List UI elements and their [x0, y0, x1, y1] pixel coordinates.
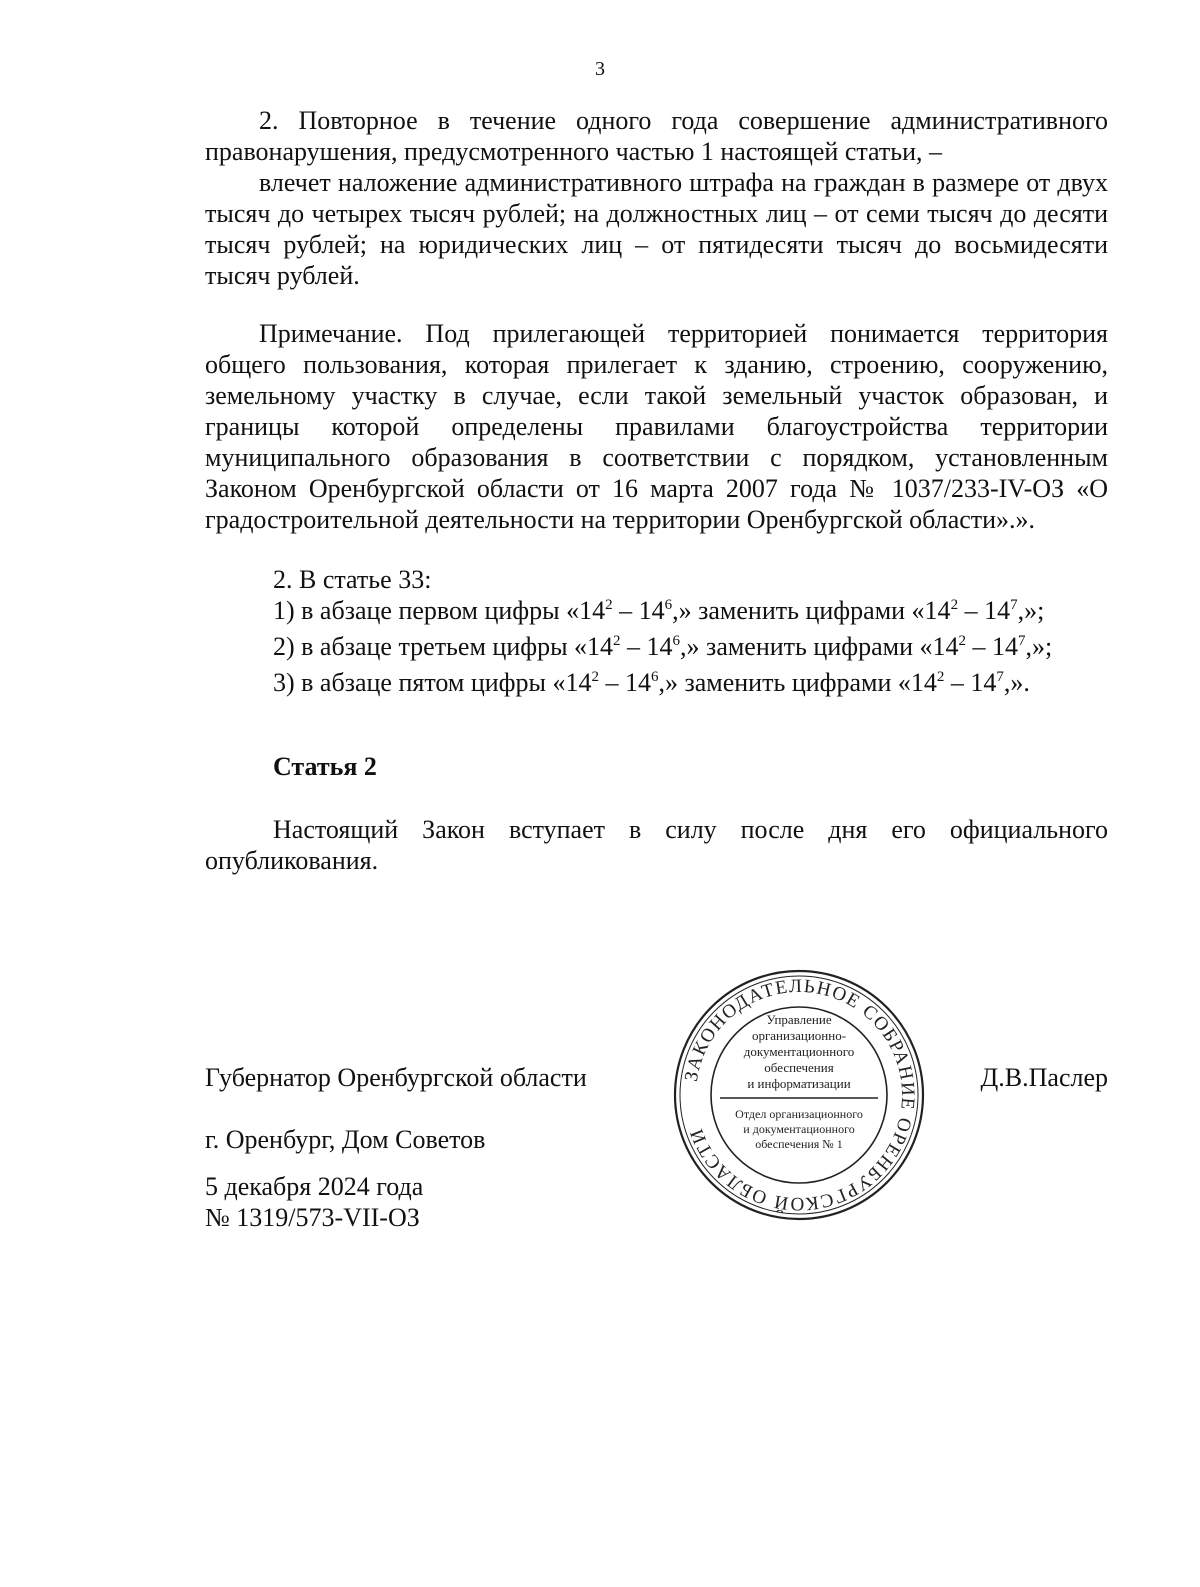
article-2-heading-block — [205, 751, 1108, 782]
svg-text:документационного: документационного — [743, 1044, 855, 1059]
svg-text:Отдел организационного: Отдел организационного — [735, 1107, 863, 1121]
note — [205, 318, 1108, 535]
article-33-amendments — [205, 564, 1108, 703]
amendment-item: 1) в абзаце первом цифры «$14^2 - 14^6$,» заменить цифрами «$14^2 - 14^7$,»; — [273, 596, 1045, 625]
svg-text:и информатизации: и информатизации — [747, 1076, 851, 1091]
svg-text:организационно-: организационно- — [751, 1028, 847, 1043]
note-text: Примечание. Под прилегающей территорией понимается территория общего пользования, которая прилегает к зданию, строению, сооружению, земельному участку в случае, если такой земельный участок образован, и границы которой определены правилами благоустройства территории муниципального образования в соответствии с порядком, установленным Законом Оренбургской области от 16 марта 2007 года № 1037/233-IV-ОЗ «О градостроительной деятельности на территории Оренбургской области».». — [205, 319, 1108, 534]
law-number: № 1319/573-VII-ОЗ — [205, 1203, 420, 1232]
paragraph-2-penalty: влечет наложение административного штрафа на граждан в размере от двух тысяч до четырех тысяч рублей; на должностных лиц – от семи тысяч до десяти тысяч рублей; на юридических лиц – от пятидесяти тысяч до восьмидесяти тысяч рублей. — [205, 168, 1108, 290]
seal-ring-text: ЗАКОНОДАТЕЛЬНОЕ СОБРАНИЕ ОРЕНБУРГСКОЙ ОБЛАСТИ — [680, 975, 919, 1215]
svg-text:Управление: Управление — [766, 1012, 832, 1027]
page-number: 3 — [595, 58, 605, 80]
svg-text:и документационного: и документационного — [743, 1122, 855, 1136]
signing-place: г. Оренбург, Дом Советов — [205, 1125, 486, 1154]
signatory-title: Губернатор Оренбургской области — [205, 1063, 587, 1092]
article-2-heading: Статья 2 — [273, 752, 377, 781]
paragraph-2 — [205, 105, 1108, 291]
signing-date: 5 декабря 2024 года — [205, 1172, 424, 1201]
amendment-item: 2) в абзаце третьем цифры «$14^2 - 14^6$,» заменить цифрами «$14^2 - 14^7$,»; — [273, 632, 1053, 661]
article-33-heading: 2. В статье 33: — [273, 565, 432, 594]
article-2-body — [205, 814, 1108, 876]
article-2-text: Настоящий Закон вступает в силу после дня его официального опубликования. — [205, 815, 1108, 875]
paragraph-2-lead: 2. Повторное в течение одного года совершение административного правонарушения, предусмотренного частью 1 настоящей статьи, – — [205, 106, 1108, 166]
signatory-name: Д.В.Паслер — [980, 1063, 1108, 1092]
amendment-item: 3) в абзаце пятом цифры «$14^2 - 14^6$,» заменить цифрами «$14^2 - 14^7$,». — [273, 668, 1030, 697]
official-seal — [672, 968, 926, 1222]
svg-text:обеспечения: обеспечения — [764, 1060, 834, 1075]
svg-text:обеспечения № 1: обеспечения № 1 — [755, 1137, 843, 1151]
